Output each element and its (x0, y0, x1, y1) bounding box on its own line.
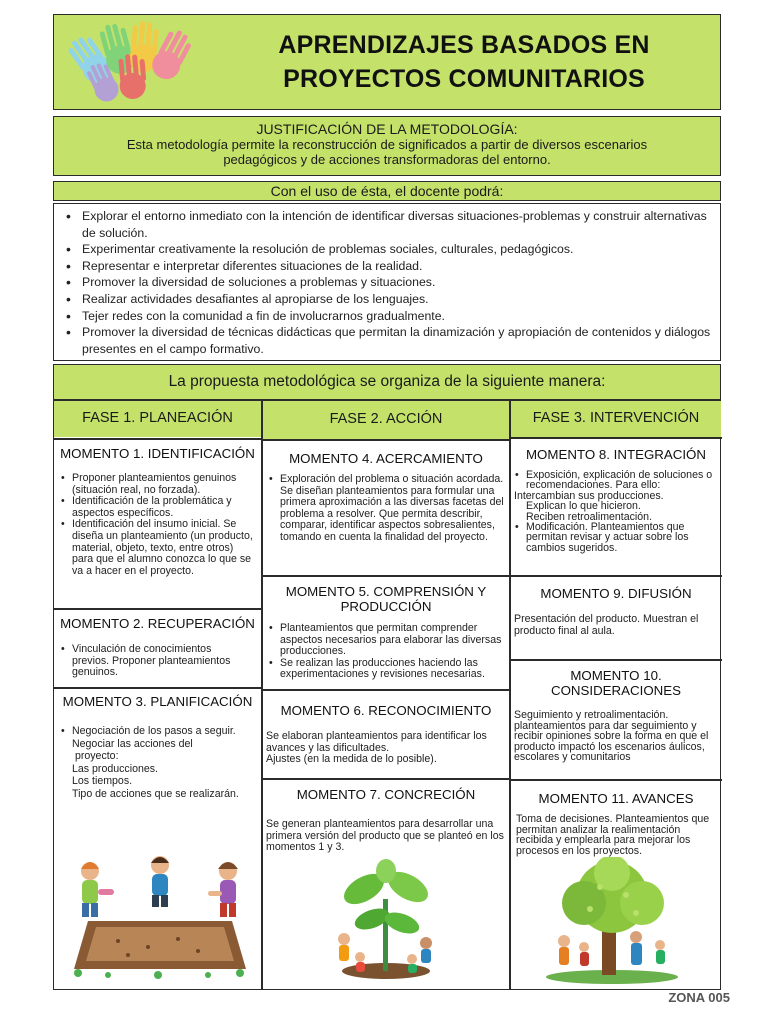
moment-1-body (60, 473, 254, 577)
list-item: • Planteamientos que permitan comprender aspectos necesarios para elaborar las diversas producciones. (268, 623, 506, 658)
justification-box (53, 116, 721, 176)
footer-label: ZONA 005 (668, 990, 730, 1005)
phases-grid (53, 400, 721, 990)
list-item: • Explorar el entorno inmediato con la intención de identificar diversas situaciones-problemas y construir alternativas de solución. (62, 208, 712, 241)
row-divider (510, 437, 722, 439)
moment-7-body: Se generan planteamientos para desarrollar una primera versión del producto que se planteó en los momentos 1 y 3. (266, 818, 504, 854)
moment-3-title: MOMENTO 3. PLANIFICACIÓN (62, 694, 253, 709)
propuesta-bar: La propuesta metodológica se organiza de la siguiente manera: (53, 364, 721, 400)
list-item: • Experimentar creativamente la resolución de problemas sociales, culturales, pedagógicos. (62, 241, 712, 258)
moment-6-text-1: Se elaboran planteamientos para identificar los avances y las dificultades. (266, 730, 487, 754)
row-divider (510, 659, 722, 661)
list-item: • Exploración del problema o situación acordada. Se diseñan planteamientos para formular una primera aproximación a las diversas facetas del problema a resolver. Que permita describir, comparar, identificar aspectos sobresalientes, tomando en cuenta la finalidad del proyecto. (268, 474, 504, 544)
plan-line: Negociar las acciones del (72, 737, 193, 750)
title-line-1: APRENDIZAJES BASADOS EN (278, 31, 650, 59)
colorful-hands-icon (64, 18, 200, 106)
moment-6-body (266, 731, 506, 766)
row-divider (262, 575, 510, 577)
list-item: • Identificación del insumo inicial. Se diseña un planteamiento (un producto, material, objeto, texto, entre otros) para que el alumno conozca lo que se va a hacer en el proyecto. (60, 519, 254, 577)
moment-2-title: MOMENTO 2. RECUPERACIÓN (60, 616, 255, 631)
list-item: • Proponer planteamientos genuinos (situación real, no forzada). (60, 473, 254, 496)
moment-5-title-line-1: MOMENTO 5. COMPRENSIÓN Y (285, 584, 487, 599)
moment-4-body (268, 474, 504, 544)
row-divider (510, 575, 722, 577)
sub-item: Reciben retroalimentación. (526, 510, 653, 523)
plan-line: Tipo de acciones que se realizarán. (72, 787, 239, 800)
tree-kids-illustration (540, 857, 684, 985)
moment-5-title (262, 584, 510, 614)
moment-5-body (268, 623, 506, 681)
phase-1-title: FASE 1. PLANEACIÓN (82, 410, 233, 426)
moment-6-title: MOMENTO 6. RECONOCIMIENTO (280, 703, 492, 718)
moment-11-body: Toma de decisiones. Planteamientos que permitan analizar la realimentación recibida y emplearla para mejorar los procesos en los proyectos. (516, 813, 710, 857)
list-item: • Promover la diversidad de soluciones a problemas y situaciones. (62, 274, 712, 291)
moment-6-text-2: Ajustes (en la medida de lo posible). (266, 753, 437, 766)
row-divider (54, 438, 262, 440)
list-item: • Representar e interpretar diferentes situaciones de la realidad. (62, 258, 712, 275)
list-item: • Se realizan las producciones haciendo las experimentaciones y revisiones necesarias. (268, 658, 506, 681)
list-item: • Modificación. Planteamientos que permitan revisar y actuar sobre los cambios sugeridos. (514, 522, 718, 553)
justification-line-2: pedagógicos y de acciones transformadoras del entorno. (223, 152, 551, 167)
moment-1-title: MOMENTO 1. IDENTIFICACIÓN (60, 446, 255, 461)
list-item: • Negociación de los pasos a seguir. (60, 725, 256, 738)
moment-10-body: Seguimiento y retroalimentación. planteamientos para dar seguimiento y recibir opiniones sobre la forma en que el producto impactó los escenarios áulicos, escolares y comunitarios (514, 709, 709, 764)
row-divider (262, 778, 510, 780)
row-divider (510, 779, 722, 781)
docente-bar: Con el uso de ésta, el docente podrá: (53, 181, 721, 201)
list-item: • Exposición, explicación de soluciones o recomendaciones. Para ello: (514, 470, 718, 491)
phase-3-title: FASE 3. INTERVENCIÓN (532, 410, 700, 426)
row-divider (54, 608, 262, 610)
moment-8-title: MOMENTO 8. INTEGRACIÓN (525, 447, 706, 462)
title-line-2: PROYECTOS COMUNITARIOS (283, 65, 645, 93)
moment-10-title-line-1: MOMENTO 10. (570, 668, 662, 683)
list-item: • Realizar actividades desafiantes al apropiarse de los lenguajes. (62, 291, 712, 308)
sub-item: Intercambian sus producciones. (514, 489, 664, 502)
row-divider (262, 439, 510, 441)
moment-8-body (514, 470, 718, 553)
sub-item: Explican lo que hicieron. (526, 500, 641, 513)
moment-4-title: MOMENTO 4. ACERCAMIENTO (289, 451, 483, 466)
moment-5-title-line-2: PRODUCCIÓN (340, 599, 432, 614)
list-item: • Tejer redes con la comunidad a fin de involucrarnos gradualmente. (62, 308, 712, 325)
docente-list-box (53, 203, 721, 361)
row-divider (262, 689, 510, 691)
moment-7-title: MOMENTO 7. CONCRECIÓN (296, 787, 476, 802)
kids-gardening-illustration (68, 851, 252, 983)
column-divider (261, 401, 263, 989)
moment-11-title: MOMENTO 11. AVANCES (538, 791, 694, 806)
moment-2-body (60, 644, 250, 679)
list-item: • Identificación de la problemática y aspectos específicos. (60, 496, 254, 519)
moment-3-body (60, 725, 256, 801)
justification-title: JUSTIFICACIÓN DE LA METODOLOGÍA: (256, 121, 518, 137)
plan-line: Los tiempos. (72, 775, 133, 788)
phase-2-title: FASE 2. ACCIÓN (329, 411, 443, 427)
moment-10-title (510, 668, 722, 698)
page-title (214, 22, 714, 102)
kids-plant-illustration (322, 859, 450, 983)
plan-line: proyecto: (72, 750, 119, 763)
moment-9-title: MOMENTO 9. DIFUSIÓN (540, 586, 692, 601)
moment-10-title-line-2: CONSIDERACIONES (550, 683, 682, 698)
justification-line-1: Esta metodología permite la reconstrucción de significados a partir de diversos escenarios (126, 137, 648, 152)
list-item: • Promover la diversidad de técnicas didácticas que permitan la dinamización y apropiación de contenidos y diálogos presentes en el campo formativo. (62, 324, 712, 357)
list-item: • Vinculación de conocimientos previos. Proponer planteamientos genuinos. (60, 644, 250, 679)
row-divider (54, 687, 262, 689)
plan-line: Las producciones. (72, 762, 158, 775)
moment-9-body: Presentación del producto. Muestran el producto final al aula. (514, 613, 699, 637)
